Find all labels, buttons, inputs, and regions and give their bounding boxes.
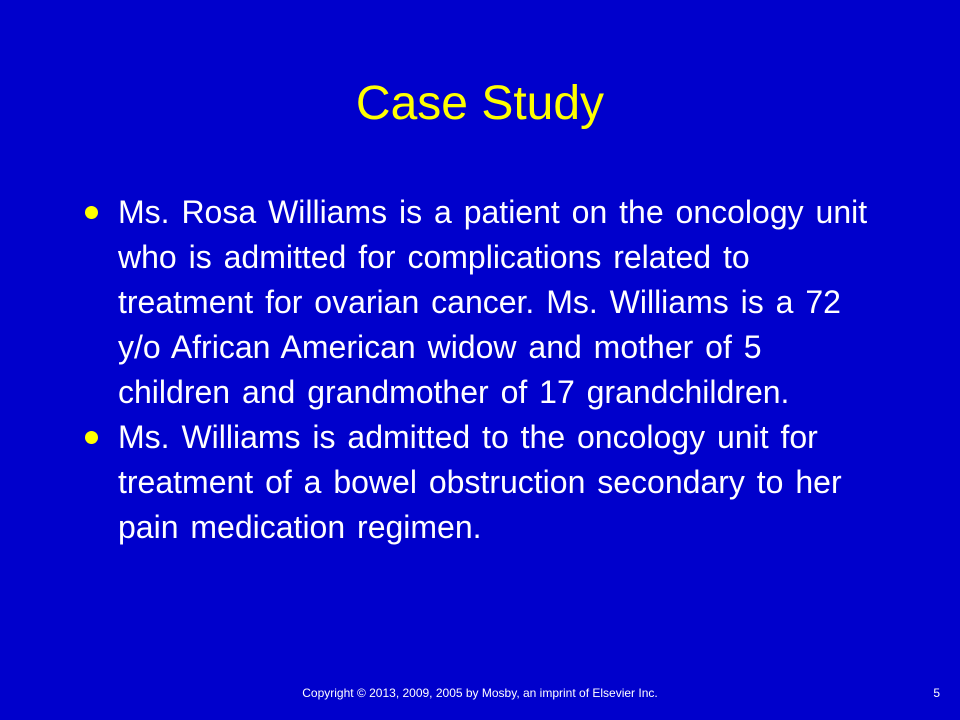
copyright-footer: Copyright © 2013, 2009, 2005 by Mosby, an imprint of Elsevier Inc. — [302, 686, 658, 700]
bullet-dot-icon — [85, 431, 98, 444]
bullet-item — [0, 415, 960, 550]
page-number: 5 — [933, 686, 940, 700]
bullet-list — [0, 190, 960, 550]
bullet-item — [0, 190, 960, 415]
slide-title: Case Study — [355, 77, 605, 130]
bullet-text: Ms. Williams is admitted to the oncology unit for treatment of a bowel obstruction secondary to her pain medication regimen. — [118, 419, 842, 545]
bullet-dot-icon — [85, 206, 98, 219]
bullet-text: Ms. Rosa Williams is a patient on the oncology unit who is admitted for complications related to treatment for ovarian cancer. Ms. Williams is a 72 y/o African American widow and mother of 5 children and grandmother of 17 grandchildren. — [118, 194, 868, 410]
